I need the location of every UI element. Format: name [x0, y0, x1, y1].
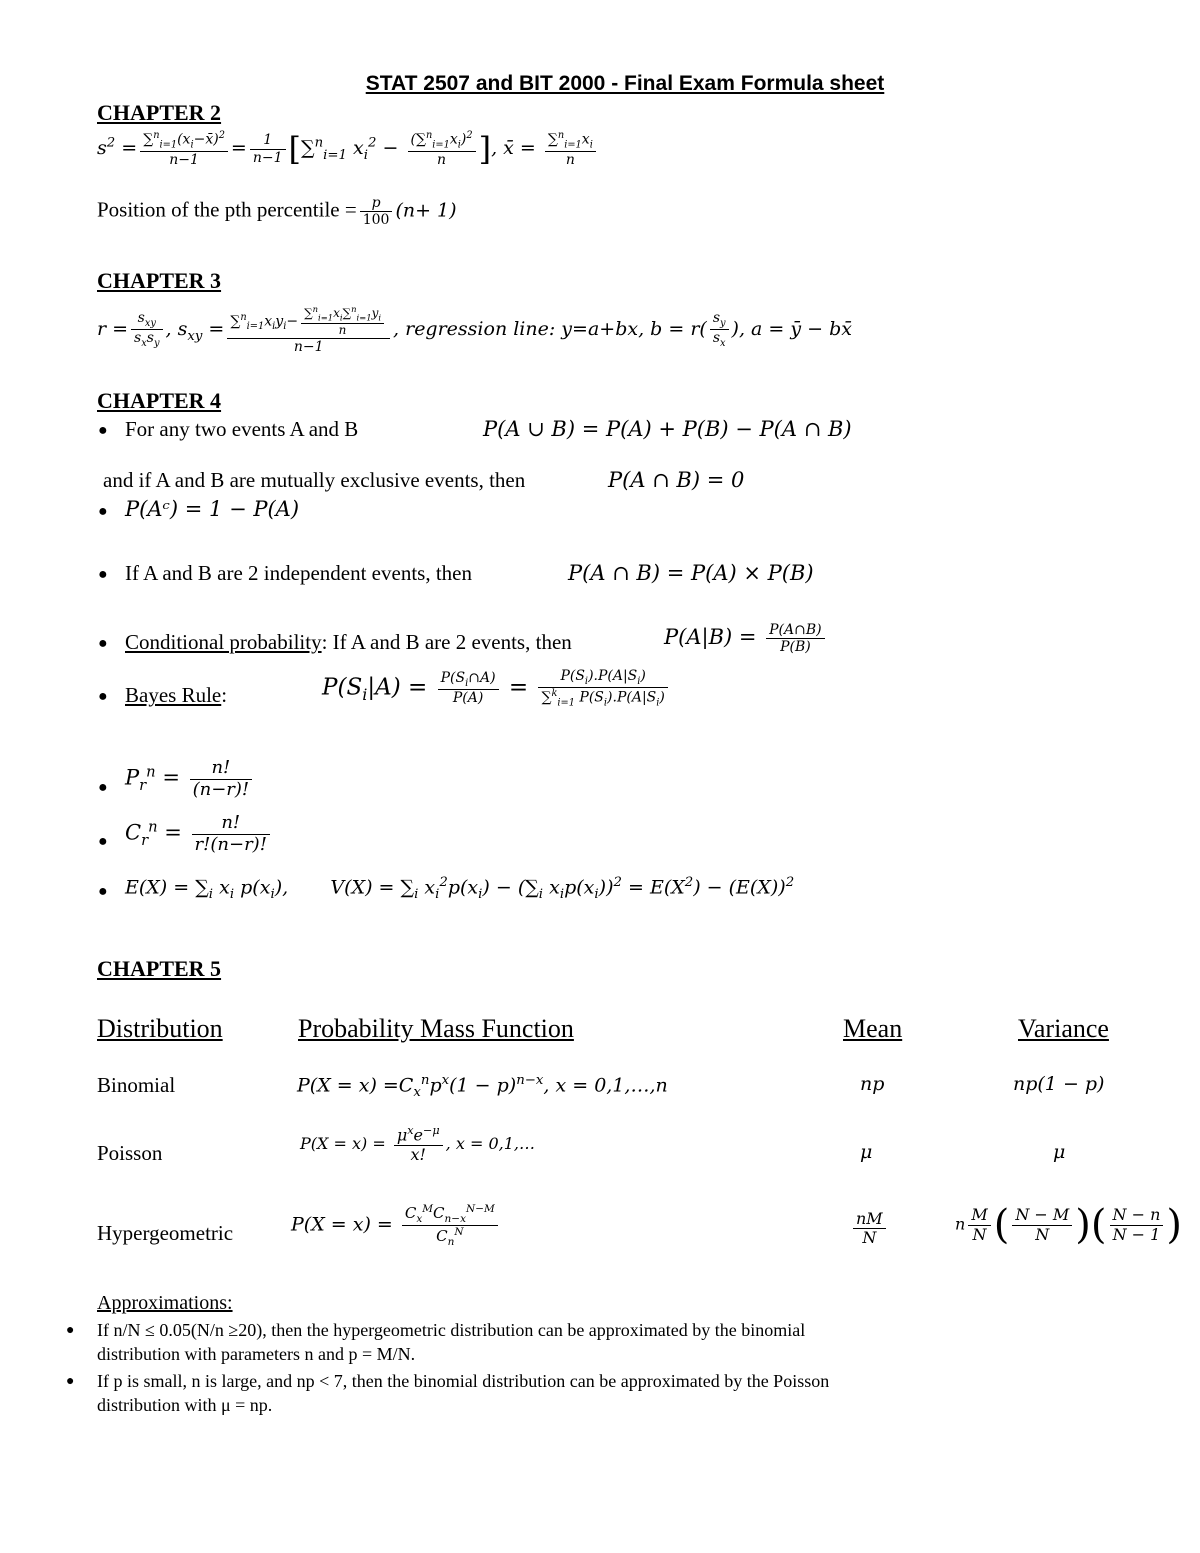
- binomial-variance: np(1 − p): [1013, 1073, 1105, 1095]
- chapter-2-heading: CHAPTER 2: [97, 100, 222, 125]
- header-distribution: Distribution: [97, 1014, 223, 1043]
- bullet-icon: ●: [98, 635, 108, 652]
- conditional-formula: P(A|B) = $\frac{P(A\cap B)}{P(B)}$: [664, 622, 828, 655]
- hypergeometric-mean: $\frac{nM}{N}$: [850, 1210, 889, 1248]
- bayes-rule-label: Bayes Rule: [125, 683, 222, 707]
- approximation-1-line-2: distribution with parameters n and p = M/N.: [97, 1344, 416, 1364]
- bayes-formula: $P(S_i|A)$ = $\frac{P(S_i\cap A)}{P(A)}$ = $\frac{P(S_i).P(A|S_i)}{\sum^k_{i=1} P(S_i).P(A|S_i)}$: [322, 668, 671, 709]
- union-formula: P(A ∪ B) = P(A) + P(B) − P(A ∩ B): [483, 417, 852, 441]
- regression-text: , regression line: y=a+bx, b = r(: [393, 317, 707, 340]
- bullet-icon: ●: [66, 1374, 75, 1389]
- binomial-pmf: $P(X = x) =C_x^np^x(1 - p)^{n-x}$, x = 0,1,…,n: [297, 1073, 668, 1101]
- chapter-5-heading: CHAPTER 5: [97, 956, 222, 981]
- row-name-binomial: Binomial: [97, 1073, 176, 1097]
- correlation-formula: r = $\frac{s_{xy}}{s_xs_y}$ , $s_{xy}$ = $\sum^n_{i=1}x_iy_i-$ $\frac{\sum^n_{i=1}x_i\sum^n_{i=1}y_i}{n}$ n−1 , regression line: y=a+bx, b = r( $\frac{s_y}{s_x}$ ), a = ȳ − bx̄: [97, 304, 852, 355]
- independence-formula: P(A ∩ B) = P(A) × P(B): [568, 561, 814, 585]
- bullet-icon: ●: [98, 566, 108, 583]
- bullet-icon: ●: [66, 1323, 75, 1338]
- poisson-pmf: P(X = x) = $\frac{\mu^xe^{-\mu}}{x!}$ , x = 0,1,…: [300, 1124, 535, 1164]
- independence-text: If A and B are 2 independent events, then: [125, 561, 472, 585]
- approximations-title: Approximations:: [97, 1292, 233, 1314]
- poisson-variance: μ: [1053, 1141, 1066, 1163]
- approximation-1-line-1: If n/N ≤ 0.05(N/n ≥20), then the hypergeometric distribution can be approximated by the binomial: [97, 1320, 806, 1340]
- mutex-text: and if A and B are mutually exclusive events, then: [103, 468, 526, 492]
- bullet-icon: ●: [98, 503, 108, 520]
- bullet-icon: ●: [98, 833, 108, 850]
- row-name-hypergeometric: Hypergeometric: [97, 1221, 234, 1245]
- union-text: For any two events A and B: [125, 417, 359, 441]
- hypergeometric-pmf: P(X = x) = $\frac{C_x^MC_{n-x}^{N-M}}{C_n^N}$: [291, 1203, 501, 1248]
- variance-formula: $s^2$ = $\frac{\sum^n_{i=1}(x_i-x̄)^2}{n-1}$ = $\frac{1}{n-1}$ [∑$^n_{i=1}$ $x_i^2$ − $\frac{(\sum^n_{i=1}x_i)^2}{n}$ ], x̄ = $\frac{\sum^n_{i=1}x_i}{n}$: [97, 130, 599, 168]
- bullet-icon: ●: [98, 422, 108, 439]
- header-variance: Variance: [1018, 1014, 1109, 1043]
- binomial-mean: np: [860, 1073, 885, 1095]
- approximation-2-line-2: distribution with μ = np.: [97, 1395, 273, 1415]
- poisson-mean: μ: [860, 1141, 873, 1163]
- chapter-4-heading: CHAPTER 4: [97, 388, 222, 413]
- permutation-formula: $P_r^n$ = $\frac{n!}{(n-r)!}$: [125, 758, 255, 800]
- bullet-icon: ●: [98, 883, 108, 900]
- header-mean: Mean: [843, 1014, 903, 1043]
- row-name-poisson: Poisson: [97, 1141, 163, 1165]
- bayes-text: Bayes Rule:: [125, 683, 228, 707]
- conditional-text: Conditional probability: If A and B are 2 events, then: [125, 630, 572, 654]
- chapter-3-heading: CHAPTER 3: [97, 268, 222, 293]
- combination-formula: $C_r^n$ = $\frac{n!}{r!(n-r)!}$: [125, 813, 273, 855]
- expectation-variance-formula: $E(X) = \sum_i$ $x_i$ $p(x_i)$, $V(X) = \sum_i$ $x_i^2p(x_i) - (\sum_i$ $x_ip(x_i))^2 = E(X^2) - (E(X))^2$: [125, 875, 795, 903]
- header-pmf: Probability Mass Function: [298, 1014, 574, 1043]
- approximation-2-line-1: If p is small, n is large, and np < 7, then the binomial distribution can be approximated by the Poisson: [97, 1371, 830, 1391]
- complement-formula: P(Aᶜ) = 1 − P(A): [125, 497, 300, 521]
- conditional-probability-label: Conditional probability: [125, 630, 322, 654]
- bullet-icon: ●: [98, 688, 108, 705]
- percentile-label: Position of the pth percentile =: [97, 197, 357, 222]
- mutex-formula: P(A ∩ B) = 0: [608, 468, 745, 492]
- page-title: STAT 2507 and BIT 2000 - Final Exam Formula sheet: [365, 72, 885, 95]
- hypergeometric-variance: n $\frac{M}{N}$ ( $\frac{N - M}{N}$ )( $\frac{N - n}{N - 1}$ ): [955, 1202, 1182, 1248]
- bullet-icon: ●: [98, 779, 108, 796]
- percentile-formula: Position of the pth percentile = $\frac{p}{100}$ (n+ 1): [97, 195, 457, 229]
